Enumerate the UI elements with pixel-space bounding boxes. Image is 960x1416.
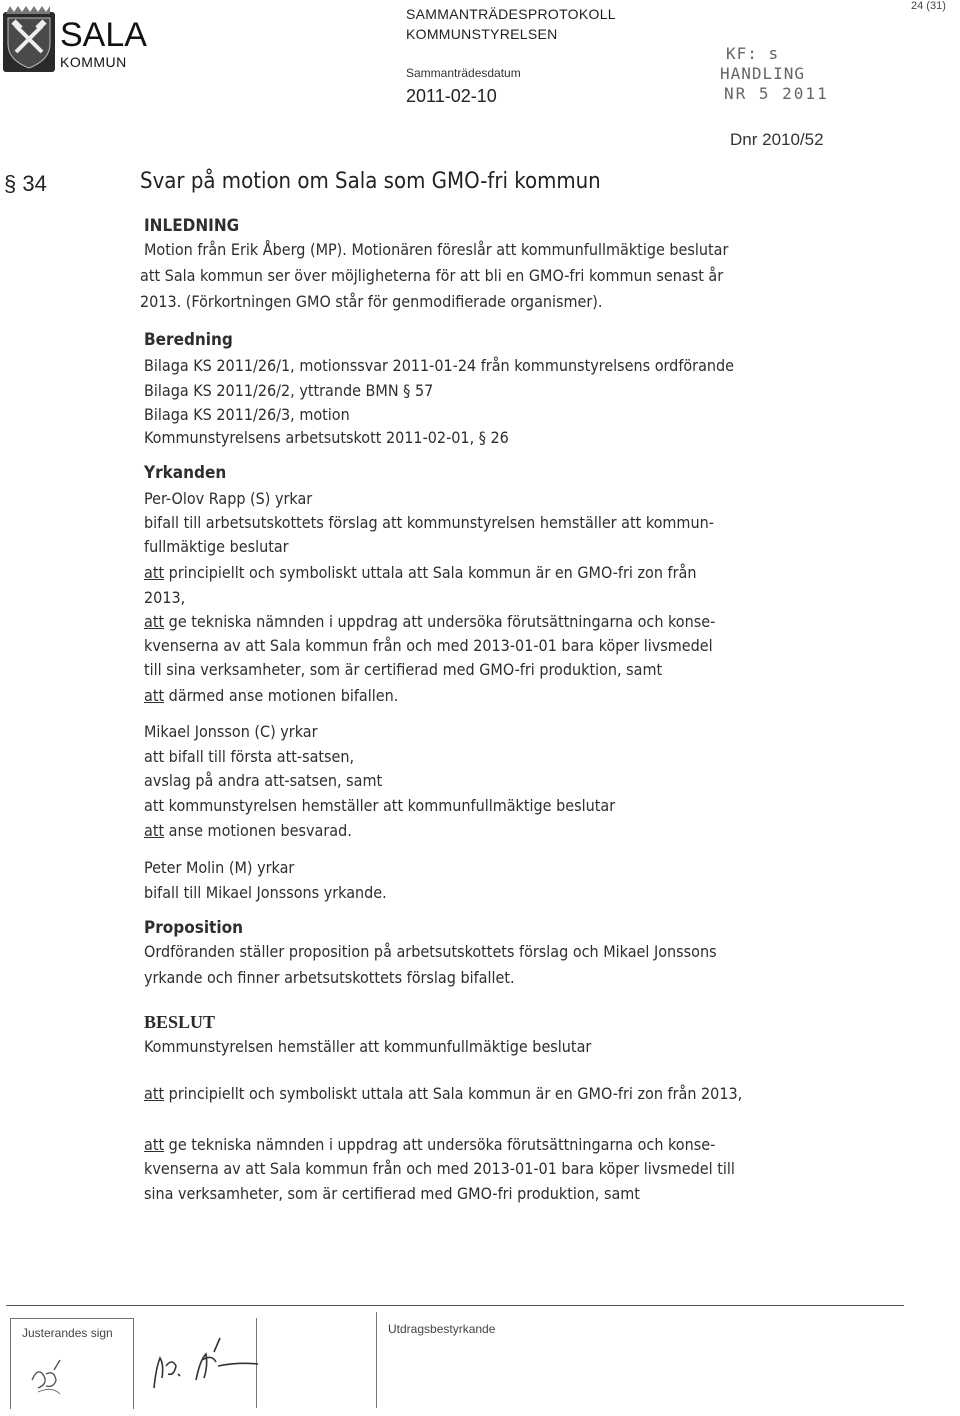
att-underlined: att — [144, 686, 165, 705]
proposition-line: Ordföranden ställer proposition på arbetsutskottets förslag och Mikael Jonssons — [144, 942, 717, 961]
beredning-line: Bilaga KS 2011/26/3, motion — [144, 405, 350, 424]
document-type: SAMMANTRÄDESPROTOKOLL — [406, 6, 616, 22]
beredning-line: Bilaga KS 2011/26/2, yttrande BMN § 57 — [144, 381, 434, 400]
meeting-date-label: Sammanträdesdatum — [406, 66, 521, 80]
handwritten-initials-1 — [18, 1340, 118, 1406]
certification-label: Utdragsbestyrkande — [388, 1322, 496, 1336]
section-title: Svar på motion om Sala som GMO-fri kommun — [140, 169, 601, 194]
att-clause-continuation: 2013, — [144, 588, 186, 607]
municipal-coat-of-arms-logo — [2, 4, 56, 74]
footer-divider — [6, 1305, 904, 1306]
att-clause-text: principiellt och symboliskt uttala att Sala kommun är en GMO-fri zon från — [164, 563, 697, 582]
beredning-line: Bilaga KS 2011/26/1, motionssvar 2011-01-24 från kommunstyrelsens ordförande — [144, 356, 735, 375]
beredning-heading: Beredning — [144, 330, 233, 350]
att-clause — [144, 821, 352, 840]
att-clause-text: ge tekniska nämnden i uppdrag att undersöka förutsättningarna och konse- — [164, 612, 716, 631]
att-underlined: att — [144, 1084, 165, 1103]
att-underlined: att — [144, 612, 165, 631]
att-clause — [144, 686, 398, 705]
att-clause-text: ge tekniska nämnden i uppdrag att undersöka förutsättningarna och konse- — [164, 1135, 716, 1154]
meeting-date: 2011-02-10 — [406, 86, 497, 106]
inledning-heading: INLEDNING — [144, 216, 240, 236]
proposition-heading: Proposition — [144, 918, 244, 938]
att-clause-text: därmed anse motionen bifallen. — [164, 686, 399, 705]
motion-text-line: avslag på andra att-satsen, samt — [144, 771, 383, 790]
att-clause-text: principiellt och symboliskt uttala att Sala kommun är en GMO-fri zon från 2013, — [164, 1084, 743, 1103]
att-underlined: att — [144, 1135, 165, 1154]
att-clause-continuation: kvenserna av att Sala kommun från och med 2013-01-01 bara köper livsmedel till — [144, 1159, 735, 1178]
beslut-intro: Kommunstyrelsen hemställer att kommunfullmäktige beslutar — [144, 1037, 592, 1056]
inledning-line: 2013. (Förkortningen GMO står för genmodifierade organismer). — [140, 292, 603, 311]
motion-text-line: fullmäktige beslutar — [144, 537, 289, 556]
inledning-line: att Sala kommun ser över möjligheterna för att bli en GMO-fri kommun senast år — [140, 266, 724, 285]
speaker-line: Peter Molin (M) yrkar — [144, 858, 295, 877]
speaker-line: Mikael Jonsson (C) yrkar — [144, 722, 318, 741]
logo-wordmark: SALA — [60, 16, 147, 54]
handwritten-initials-2 — [140, 1330, 260, 1400]
section-number: § 34 — [4, 171, 47, 196]
att-clause — [144, 612, 715, 631]
motion-text-line: att bifall till första att-satsen, — [144, 747, 355, 766]
proposition-line: yrkande och finner arbetsutskottets förslag bifallet. — [144, 968, 515, 987]
page-number: 24 (31) — [911, 0, 946, 12]
att-underlined: att — [144, 563, 165, 582]
att-underlined: att — [144, 821, 165, 840]
stamp-line-1: KF: s — [726, 44, 780, 63]
speaker-line: Per-Olov Rapp (S) yrkar — [144, 489, 313, 508]
att-clause-continuation: till sina verksamheter, som är certifierad med GMO-fri produktion, samt — [144, 660, 663, 679]
att-clause-continuation: kvenserna av att Sala kommun från och med 2013-01-01 bara köper livsmedel — [144, 636, 713, 655]
beredning-line: Kommunstyrelsens arbetsutskott 2011-02-01, § 26 — [144, 428, 509, 447]
motion-text-line: att kommunstyrelsen hemställer att kommunfullmäktige beslutar — [144, 796, 616, 815]
att-clause — [144, 563, 696, 582]
inledning-line: Motion från Erik Åberg (MP). Motionären föreslår att kommunfullmäktige beslutar — [144, 240, 729, 259]
att-clause-continuation: sina verksamheter, som är certifierad med GMO-fri produktion, samt — [144, 1184, 640, 1203]
signature-label: Justerandes sign — [22, 1326, 113, 1340]
att-clause-text: anse motionen besvarad. — [164, 821, 352, 840]
diary-number: Dnr 2010/52 — [730, 130, 824, 149]
motion-text-line: bifall till Mikael Jonssons yrkande. — [144, 883, 387, 902]
yrkanden-heading: Yrkanden — [144, 463, 227, 483]
att-clause — [144, 1135, 715, 1154]
att-clause — [144, 1084, 742, 1103]
beslut-heading: BESLUT — [144, 1012, 216, 1032]
logo-subtitle: KOMMUN — [60, 54, 127, 70]
motion-text-line: bifall till arbetsutskottets förslag att kommunstyrelsen hemställer att kommun- — [144, 513, 714, 532]
organization-name: KOMMUNSTYRELSEN — [406, 26, 558, 42]
stamp-line-2: HANDLING — [720, 64, 806, 83]
stamp-line-3: NR 5 2011 — [724, 84, 829, 103]
